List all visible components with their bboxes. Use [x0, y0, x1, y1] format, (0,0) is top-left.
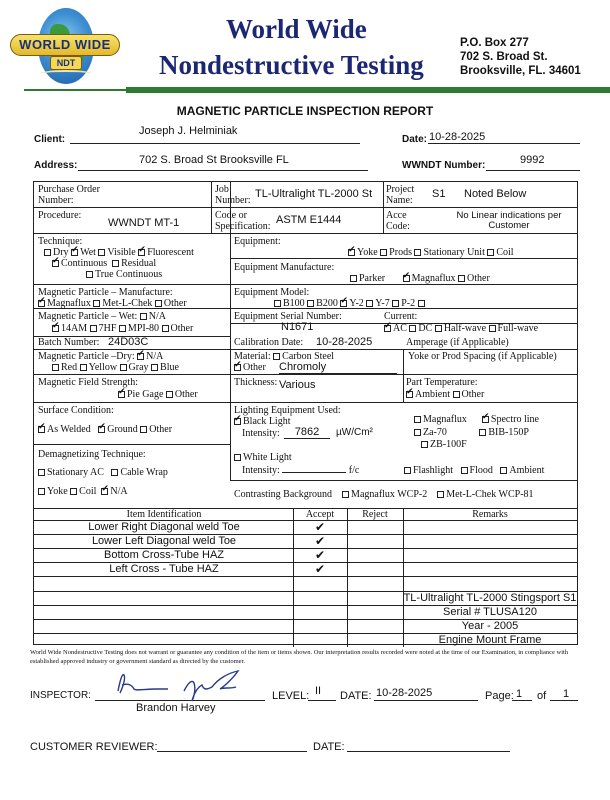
inspector-name[interactable]: Brandon Harvey [136, 702, 216, 714]
remark[interactable]: Engine Mount Frame [438, 633, 542, 646]
item-identification[interactable]: Lower Left Diagonal weld Toe [91, 535, 237, 548]
project-name-value-2[interactable]: Noted Below [464, 188, 527, 200]
company-address: P.O. Box 277 702 S. Broad St. Brooksville, FL. 34601 [460, 37, 581, 77]
lighting-label: Lighting Equipment Used: [234, 405, 341, 416]
accept-mark[interactable]: ✔ [314, 520, 326, 534]
inspection-form-grid: Purchase Order Number: Job Number: TL-Ultralight TL-2000 St Project Name: S1 Noted Below Procedure: WWNDT MT-1 Code or Specification: ASTM E1444 Acce Code: No Linear indications per Customer Technique: Dry ✔ Wet Visible ✔ Fluorescent ✔Continuous Residual True Continuous Equipment: ✔Yoke Prods Stationary Unit Coil Equipment Manufacture: Parker ✔ Magnaflux Other Magnetic Particle – Manufacture: ✔Magnaflux Met-L-Chek Other Equipment Model: B100 B200 ✔ Y-2 Y-7 P-2 Magnetic Particle – Wet: N/A ✔14AM 7HF MPI-80 Other Equipment Serial Number: N1671 Current: ✔AC DC Half-wave Full-wave Batch Number: 24D03C Calibration Date: 10-28-2025 Amperage (if Applicable) Magnetic Particle –Dry: ✔ N/A Red Yellow Gray Blue Material: Carbon Steel ✔Other Chromoly Yoke or Prod Spacing (if Applicable) Magnetic Field Strength: ✔Pie Gage Other Thickness: Various Part Temperature: ✔Ambient Other Surface Condition: ✔As Welded ✔ Ground Other Demagnetizing Technique: Stationary AC Cable Wrap Yoke Coil ✔ N/A Lighting Equipment Used: ✔Black Light Intensity: 7862 µW/Cm² Magnaflux ✔ Spectro line Za-70 BIB-150P ZB-100F White Light Intensity: f/c Flashlight Flood Ambient Contrasting Background Magnaflux WCP-2 Met-L-Chek WCP-81 Item Identification Accept Reject Remarks Lower Right Diagonal weld Toe ✔ Lower Left Diagonal weld Toe ✔ Bottom Cross-Tube HAZ ✔ Left Cross - Tube HAZ ✔ TL-Ultralight TL-2000 Stingsport S1 Serial # TLUSA120 Year - 2005 Engine Mount Frame [33, 181, 578, 645]
tech-residual-checkbox[interactable] [112, 260, 119, 267]
inspector-signature [110, 667, 260, 703]
logo-subtext: NDT [50, 56, 82, 70]
le-zb100f-checkbox[interactable] [421, 441, 428, 448]
batch-number-value[interactable]: 24D03C [108, 336, 149, 348]
acceptance-code-label: Acce Code: [386, 210, 410, 232]
level-value[interactable]: II [315, 685, 322, 697]
wl-intensity-field[interactable] [282, 472, 346, 473]
dm-na-checkbox[interactable] [101, 488, 108, 495]
fs-pie-checkbox[interactable] [118, 391, 125, 398]
thickness-label: Thickness: [234, 377, 278, 388]
mpd-yellow-checkbox[interactable] [80, 364, 87, 371]
intensity-value[interactable]: 7862 [284, 426, 330, 439]
mpm-other-checkbox[interactable] [155, 300, 162, 307]
reviewer-date-label: DATE: [313, 741, 345, 753]
logo-text: WORLD WIDE [19, 37, 111, 52]
wl-flashlight-checkbox[interactable] [404, 467, 411, 474]
intensity-label: Intensity: [242, 428, 280, 439]
cur-full-checkbox[interactable] [489, 325, 496, 332]
intensity-unit: µW/Cm² [336, 427, 373, 438]
demag-label: Demagnetizing Technique: [38, 449, 146, 460]
item-identification[interactable]: Left Cross - Tube HAZ [109, 563, 219, 576]
black-light-checkbox[interactable] [234, 418, 241, 425]
code-value[interactable]: ASTM E1444 [276, 214, 342, 226]
amperage-label: Amperage (if Applicable) [406, 337, 509, 348]
procedure-label: Procedure: [38, 210, 82, 221]
material-value[interactable]: Chromoly [279, 361, 397, 374]
table-header: Remarks [472, 509, 508, 520]
page-value[interactable]: 1 [516, 688, 523, 700]
disclaimer: World Wide Nondestructive Testing does not warrant or guarantee any condition of the item or items shown. Our interpretation results recorded were noted at the time of our Examination, in compliance with established approved industry or government standard as directed by the customer. [30, 649, 569, 665]
sc-ground-checkbox[interactable] [98, 426, 105, 433]
mpw-14am-checkbox[interactable] [52, 325, 59, 332]
dm-cable-checkbox[interactable] [111, 469, 118, 476]
equipment-serial-value[interactable]: N1671 [281, 321, 314, 333]
tech-visible-checkbox[interactable] [98, 249, 105, 256]
customer-reviewer-label: CUSTOMER REVIEWER: [30, 741, 158, 753]
mp-wet-label: Magnetic Particle – Wet: [38, 311, 138, 322]
pt-ambient-checkbox[interactable] [406, 391, 413, 398]
dm-coil-checkbox[interactable] [70, 488, 77, 495]
accept-mark[interactable]: ✔ [314, 548, 326, 563]
table-header: Accept [305, 509, 335, 520]
model-y2-checkbox[interactable] [340, 300, 347, 307]
surface-condition-label: Surface Condition: [38, 405, 114, 416]
project-name-value-1[interactable]: S1 [432, 188, 446, 200]
model-blank-checkbox[interactable] [418, 300, 425, 307]
dm-stationary-checkbox[interactable] [38, 469, 45, 476]
level-label: LEVEL: [272, 690, 310, 702]
mpd-blue-checkbox[interactable] [151, 364, 158, 371]
table-row [34, 576, 577, 590]
cur-dc-checkbox[interactable] [409, 325, 416, 332]
material-label: Material: [234, 351, 271, 362]
customer-reviewer-field[interactable] [157, 751, 307, 752]
model-y7-checkbox[interactable] [366, 300, 373, 307]
sc-other-checkbox[interactable] [140, 426, 147, 433]
company-logo [10, 8, 120, 88]
field-strength-label: Magnetic Field Strength: [38, 377, 138, 388]
fs-other-checkbox[interactable] [166, 391, 173, 398]
contrasting-label: Contrasting Background [234, 489, 333, 500]
page-label: Page: [485, 690, 514, 702]
procedure-value[interactable]: WWNDT MT-1 [108, 217, 180, 229]
table-header: Item Identification [126, 509, 202, 520]
company-name-line2: Nondestructive Testing [159, 50, 424, 80]
tech-wet-checkbox[interactable] [71, 249, 78, 256]
wwndt-number-label: WWNDT Number: [402, 160, 486, 171]
date-value[interactable]: 10-28-2025 [429, 131, 486, 143]
mat-carbon-checkbox[interactable] [273, 353, 280, 360]
dm-yoke-checkbox[interactable] [38, 488, 45, 495]
current-label: Current: [384, 311, 418, 322]
mpw-na-checkbox[interactable] [140, 313, 147, 320]
job-number-label: Job Number: [215, 184, 251, 206]
calibration-date-value[interactable]: 10-28-2025 [316, 336, 373, 348]
client-value[interactable]: Joseph J. Helminiak [139, 125, 238, 137]
tech-fluorescent-checkbox[interactable] [138, 249, 145, 256]
accept-mark[interactable]: ✔ [314, 534, 326, 549]
tech-true-continuous-checkbox[interactable] [86, 271, 93, 278]
mpd-red-checkbox[interactable] [52, 364, 59, 371]
mpd-na-checkbox[interactable] [137, 353, 144, 360]
le-bib-checkbox[interactable] [479, 429, 486, 436]
cb-metlchek-checkbox[interactable] [437, 491, 444, 498]
equipment-label: Equipment: [234, 236, 281, 247]
model-b200-checkbox[interactable] [307, 300, 314, 307]
purchase-order-label: Purchase Order Number: [38, 184, 100, 206]
model-p2-checkbox[interactable] [392, 300, 399, 307]
company-name-line1: World Wide [226, 14, 367, 44]
tech-continuous-checkbox[interactable] [52, 260, 59, 267]
wl-flood-checkbox[interactable] [461, 467, 468, 474]
mpm-magnaflux-checkbox[interactable] [38, 300, 45, 307]
mp-manufacture-label: Magnetic Particle – Manufacture: [38, 287, 173, 298]
wl-ambient-checkbox[interactable] [500, 467, 507, 474]
acceptance-code-value[interactable]: No Linear indications per Customer [456, 210, 562, 231]
remark[interactable]: Serial # TLUSA120 [443, 605, 537, 618]
wwndt-number-value[interactable]: 9992 [520, 154, 545, 166]
item-identification[interactable]: Lower Right Diagonal weld Toe [88, 521, 240, 533]
reviewer-date-field[interactable] [347, 751, 510, 752]
code-label: Code or Specification: [215, 210, 271, 232]
item-identification[interactable]: Bottom Cross-Tube HAZ [103, 549, 225, 562]
header-divider [126, 87, 610, 93]
eq-coil-checkbox[interactable] [487, 249, 494, 256]
report-title: MAGNETIC PARTICLE INSPECTION REPORT [176, 104, 434, 118]
table-header: Reject [362, 509, 388, 520]
equipment-model-label: Equipment Model: [234, 287, 310, 298]
wl-intensity-label: Intensity: [242, 465, 280, 476]
address-label: Address: [34, 160, 78, 171]
model-b100-checkbox[interactable] [274, 300, 281, 307]
equipment-serial-label: Equipment Serial Number: [234, 311, 342, 322]
cur-ac-checkbox[interactable] [384, 325, 391, 332]
em-magnaflux-checkbox[interactable] [403, 275, 410, 282]
mp-dry-label: Magnetic Particle –Dry: [38, 351, 135, 362]
em-parker-checkbox[interactable] [350, 275, 357, 282]
em-other-checkbox[interactable] [458, 275, 465, 282]
remark[interactable]: TL-Ultralight TL-2000 Stingsport S1 [403, 591, 577, 604]
inspector-label: INSPECTOR: [30, 690, 91, 701]
sc-welded-checkbox[interactable] [38, 426, 45, 433]
le-spectro-checkbox[interactable] [482, 416, 489, 423]
of-value[interactable]: 1 [563, 688, 570, 700]
mat-other-checkbox[interactable] [234, 364, 241, 371]
batch-number-label: Batch Number: [38, 337, 100, 348]
yoke-spacing-label: Yoke or Prod Spacing (if Applicable) [408, 351, 557, 362]
mpw-mpi80-checkbox[interactable] [119, 325, 126, 332]
mpm-metlchek-checkbox[interactable] [93, 300, 100, 307]
eq-yoke-checkbox[interactable] [348, 249, 355, 256]
cb-magnaflux-checkbox[interactable] [342, 491, 349, 498]
tech-dry-checkbox[interactable] [44, 249, 51, 256]
mpw-7hf-checkbox[interactable] [90, 325, 97, 332]
part-temp-label: Part Temperature: [406, 377, 478, 388]
white-light-checkbox[interactable] [234, 454, 241, 461]
le-magnaflux-checkbox[interactable] [414, 416, 421, 423]
inspector-date-label: DATE: [340, 690, 372, 702]
calibration-date-label: Calibration Date: [234, 337, 304, 348]
of-label: of [537, 690, 547, 702]
address-value[interactable]: 702 S. Broad St Brooksville FL [139, 154, 289, 166]
mpw-other-checkbox[interactable] [162, 325, 169, 332]
job-number-value[interactable]: TL-Ultralight TL-2000 St [255, 188, 373, 200]
cur-half-checkbox[interactable] [435, 325, 442, 332]
equipment-manufacture-label: Equipment Manufacture: [234, 262, 335, 273]
le-za70-checkbox[interactable] [414, 429, 421, 436]
eq-stationary-checkbox[interactable] [414, 249, 421, 256]
eq-prods-checkbox[interactable] [380, 249, 387, 256]
inspector-date-value[interactable]: 10-28-2025 [376, 687, 433, 699]
date-label: Date: [402, 134, 428, 145]
thickness-value[interactable]: Various [279, 379, 316, 391]
client-label: Client: [34, 134, 66, 145]
remark[interactable]: Year - 2005 [461, 619, 519, 632]
mpd-gray-checkbox[interactable] [120, 364, 127, 371]
pt-other-checkbox[interactable] [453, 391, 460, 398]
accept-mark[interactable]: ✔ [314, 562, 326, 577]
project-name-label: Project Name: [386, 184, 415, 206]
technique-label: Technique: [38, 236, 83, 247]
